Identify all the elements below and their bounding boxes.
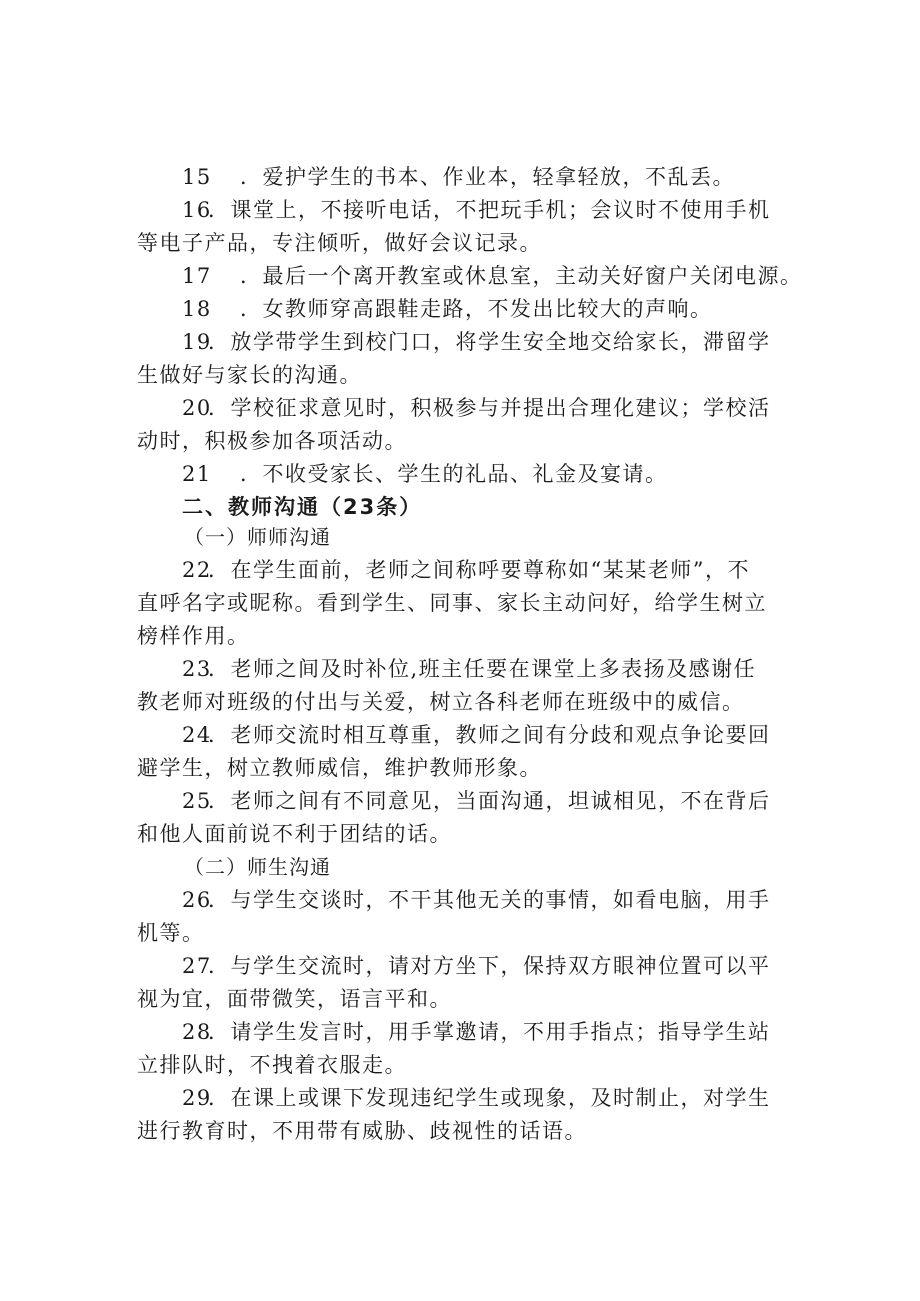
item-number: 27 xyxy=(182,954,212,978)
item-29 xyxy=(182,1081,771,1115)
item-text: 避学生，树立教师威信，维护教师形象。 xyxy=(137,756,542,780)
item-24 xyxy=(182,718,771,752)
item-number: 19 xyxy=(182,330,212,354)
item-29-cont xyxy=(137,1114,587,1148)
item-25 xyxy=(182,784,771,818)
item-text: ．女教师穿高跟鞋走路，不发出比较大的声响。 xyxy=(240,297,713,321)
item-text: ．请学生发言时，用手掌邀请，不用手指点；指导学生站 xyxy=(208,1020,771,1044)
item-22-cont2 xyxy=(137,619,250,653)
item-20 xyxy=(182,391,771,425)
item-number: 22 xyxy=(182,558,212,582)
item-text: ．老师之间及时补位,班主任要在课堂上多表扬及感谢任 xyxy=(208,657,757,681)
item-text: 动时，积极参加各项活动。 xyxy=(137,429,407,453)
item-text: 教老师对班级的付出与关爱，树立各科老师在班级中的威信。 xyxy=(137,690,745,714)
subsection-heading-teacher-student: （二）师生沟通 xyxy=(184,855,331,879)
item-text: 机等。 xyxy=(137,921,205,945)
item-28-cont xyxy=(137,1048,407,1082)
item-number: 29 xyxy=(182,1086,212,1110)
item-17 xyxy=(182,259,803,293)
item-number: 16 xyxy=(182,198,212,222)
item-19 xyxy=(182,325,771,359)
section-heading: 二、教师沟通（23条） xyxy=(182,495,423,519)
item-text: ．与学生交谈时，不干其他无关的事情，如看电脑，用手 xyxy=(208,888,771,912)
item-16 xyxy=(182,193,771,227)
item-text: ．老师之间有不同意见，当面沟通，坦诚相见，不在背后 xyxy=(208,789,771,813)
item-16-cont xyxy=(137,226,542,260)
item-23-cont xyxy=(137,685,745,719)
item-24-cont xyxy=(137,751,542,785)
item-28 xyxy=(182,1015,771,1049)
item-text: 进行教育时，不用带有威胁、歧视性的话语。 xyxy=(137,1119,587,1143)
item-27-cont xyxy=(137,982,452,1016)
item-23 xyxy=(182,652,756,686)
item-text: ．在学生面前，老师之间称呼要尊称如“某某老师”，不 xyxy=(208,558,750,582)
item-22-cont xyxy=(137,586,767,620)
item-text: 等电子产品，专注倾听，做好会议记录。 xyxy=(137,231,542,255)
item-22 xyxy=(182,553,750,587)
item-text: 和他人面前说不利于团结的话。 xyxy=(137,822,452,846)
item-number: 17 xyxy=(182,264,212,288)
item-21 xyxy=(182,457,668,491)
item-text: ．放学带学生到校门口，将学生安全地交给家长，滞留学 xyxy=(208,330,771,354)
item-number: 26 xyxy=(182,888,212,912)
item-text: 生做好与家长的沟通。 xyxy=(137,363,362,387)
subsection-heading-teacher-teacher: （一）师师沟通 xyxy=(184,525,331,549)
item-text: 立排队时，不拽着衣服走。 xyxy=(137,1053,407,1077)
item-text: ．爱护学生的书本、作业本，轻拿轻放，不乱丢。 xyxy=(240,165,735,189)
item-26 xyxy=(182,883,771,917)
item-text: 直呼名字或昵称。看到学生、同事、家长主动问好，给学生树立 xyxy=(137,591,767,615)
item-26-cont xyxy=(137,916,205,950)
item-number: 24 xyxy=(182,723,212,747)
item-text: ．课堂上，不接听电话，不把玩手机；会议时不使用手机 xyxy=(208,198,771,222)
item-text: 榜样作用。 xyxy=(137,624,250,648)
item-number: 28 xyxy=(182,1020,212,1044)
item-text: ．最后一个离开教室或休息室，主动关好窗户关闭电源。 xyxy=(240,264,803,288)
item-number: 15 xyxy=(182,165,212,189)
item-number: 23 xyxy=(182,657,212,681)
item-text: ．在课上或课下发现违纪学生或现象，及时制止，对学生 xyxy=(208,1086,771,1110)
item-text: ．老师交流时相互尊重，教师之间有分歧和观点争论要回 xyxy=(208,723,771,747)
item-text: ．学校征求意见时，积极参与并提出合理化建议；学校活 xyxy=(208,396,771,420)
item-27 xyxy=(182,949,771,983)
item-number: 21 xyxy=(182,462,212,486)
item-text: ．不收受家长、学生的礼品、礼金及宴请。 xyxy=(240,462,668,486)
item-text: ．与学生交流时，请对方坐下，保持双方眼神位置可以平 xyxy=(208,954,771,978)
item-text: 视为宜，面带微笑，语言平和。 xyxy=(137,987,452,1011)
item-19-cont xyxy=(137,358,362,392)
item-15 xyxy=(182,160,735,194)
item-20-cont xyxy=(137,424,407,458)
item-25-cont xyxy=(137,817,452,851)
item-number: 25 xyxy=(182,789,212,813)
item-number: 20 xyxy=(182,396,212,420)
item-number: 18 xyxy=(182,297,212,321)
item-18 xyxy=(182,292,713,326)
